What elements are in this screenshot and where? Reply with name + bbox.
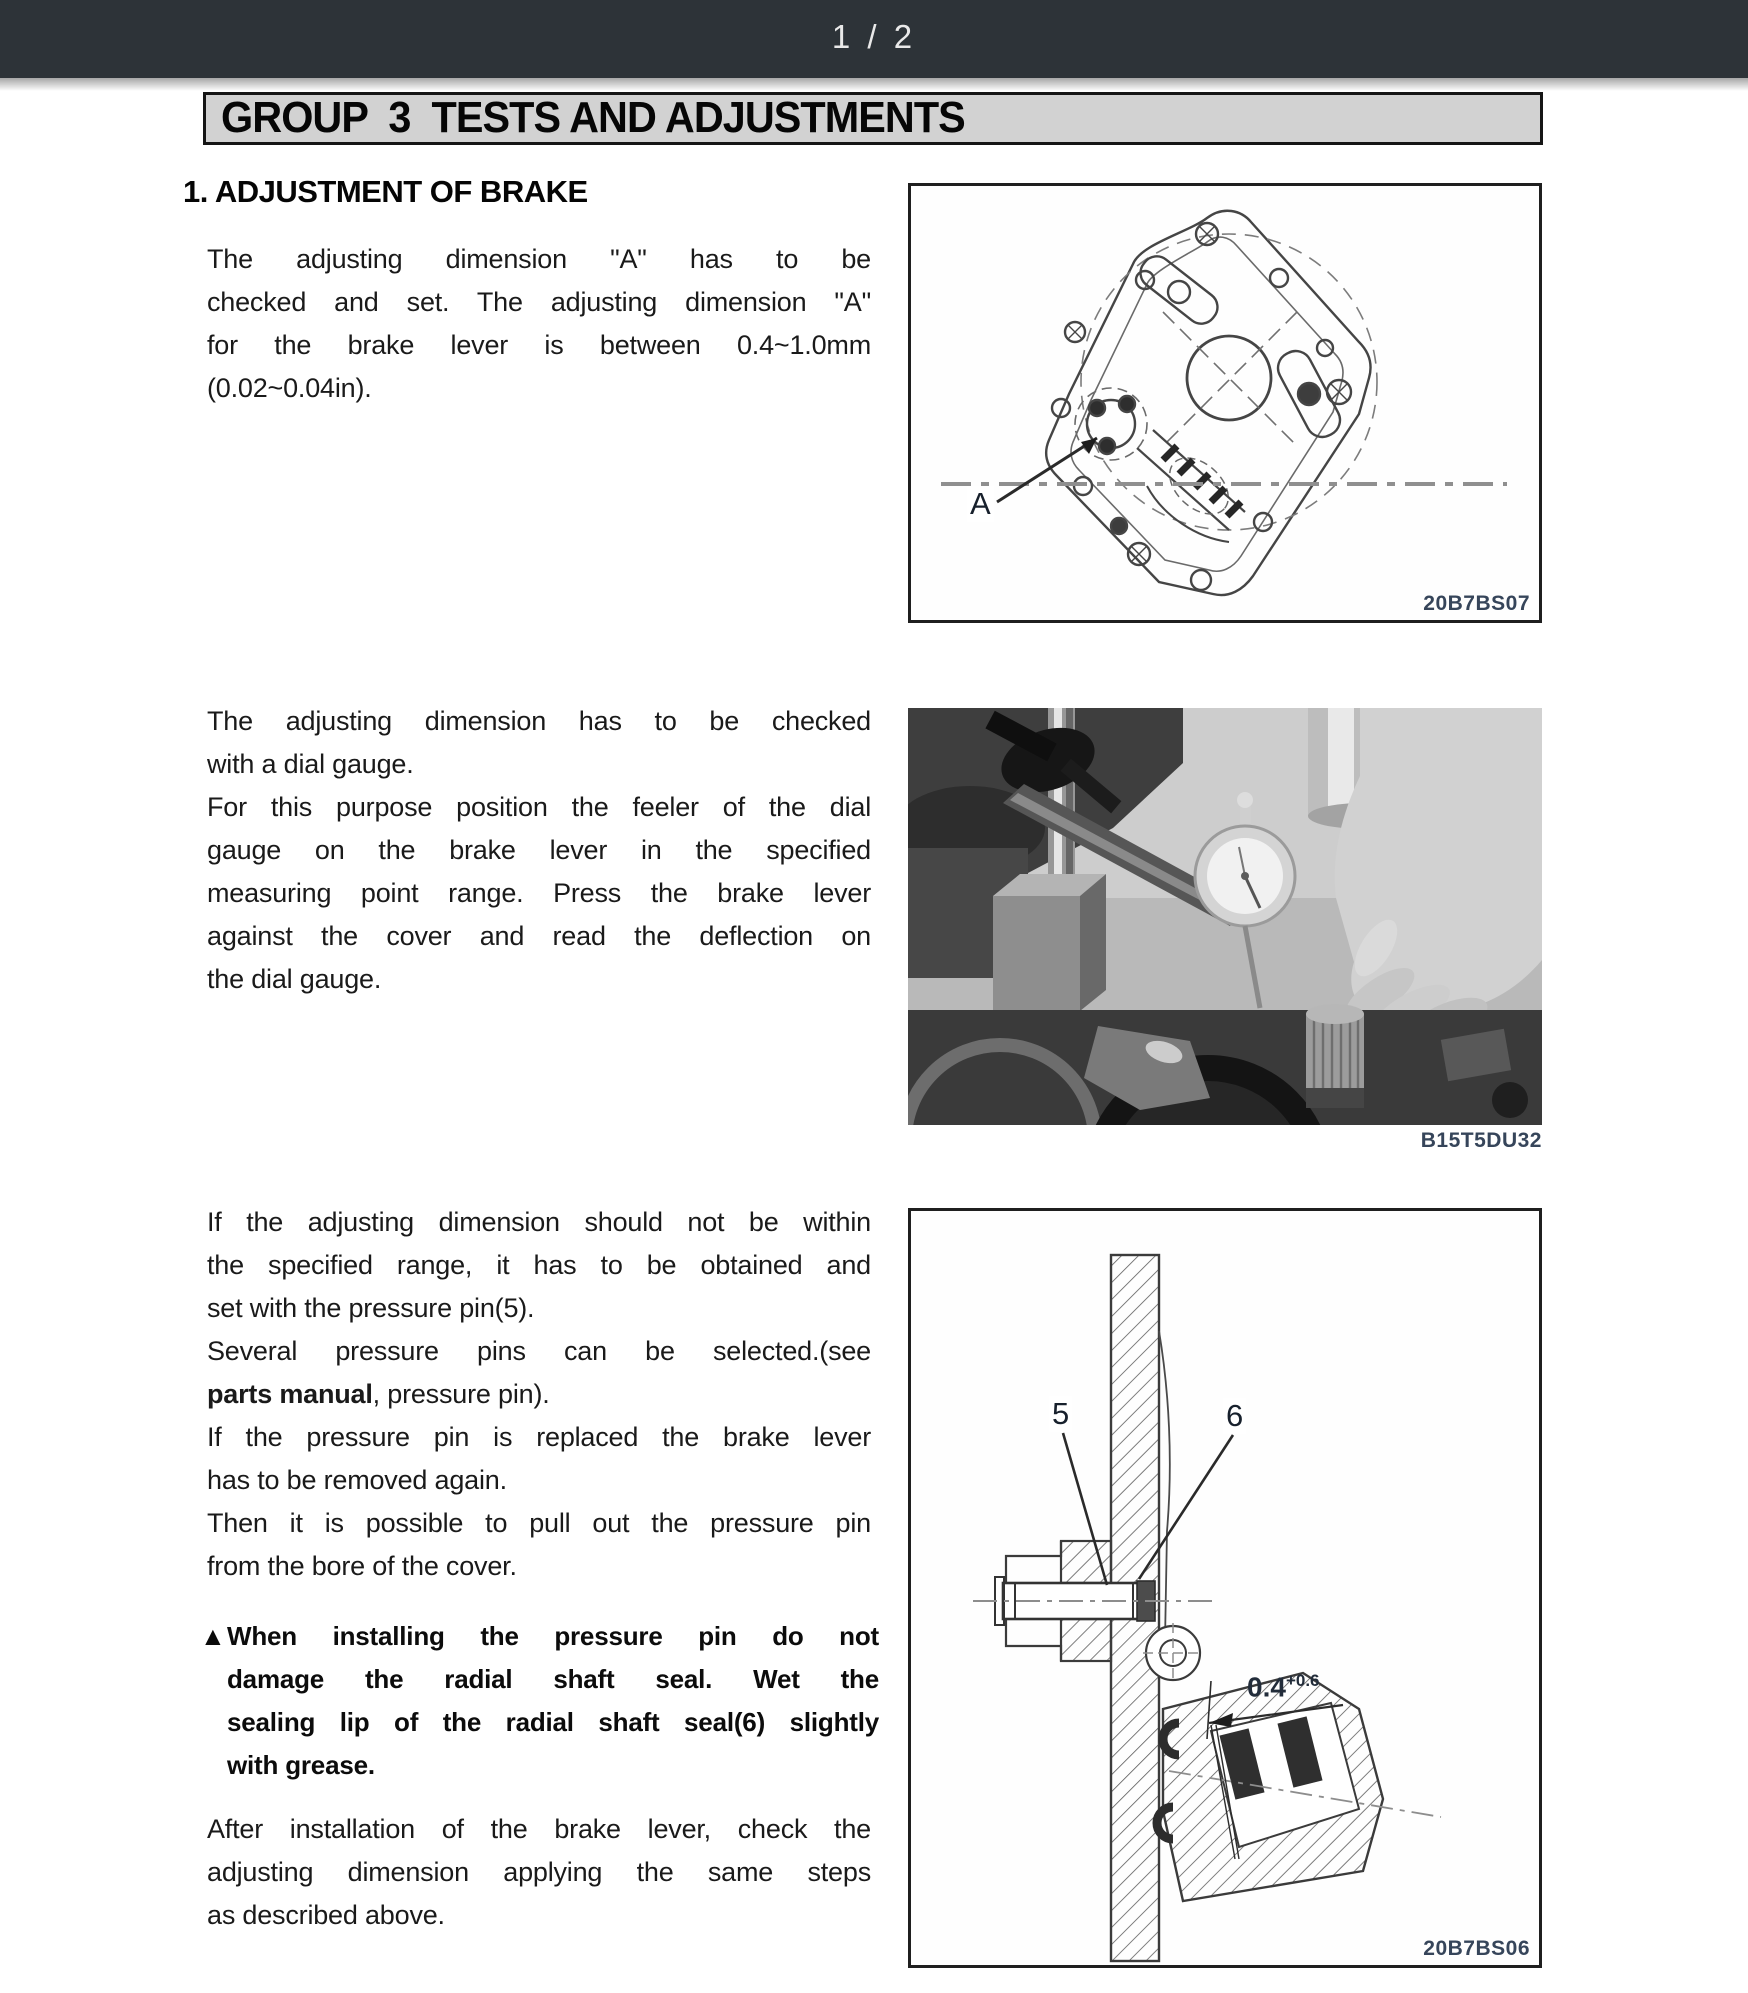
paragraph-line: against the cover and read the deflection on — [207, 921, 871, 951]
dimension-annotation — [1247, 1671, 1320, 1703]
dimension-tolerance: +0.6 — [1285, 1671, 1320, 1690]
paragraph-dial-gauge — [207, 700, 871, 1001]
group-header-title: GROUP 3 TESTS AND ADJUSTMENTS — [221, 93, 965, 142]
paragraph-line: set with the pressure pin(5). — [207, 1293, 535, 1323]
paragraph-line: for the brake lever is between 0.4~1.0mm — [207, 330, 871, 360]
callout-label-a: A — [967, 486, 994, 522]
paragraph-line: has to be removed again. — [207, 1465, 507, 1495]
figure-caption: 20B7BS06 — [1423, 1937, 1530, 1960]
warning-line: damage the radial shaft seal. Wet the — [227, 1664, 879, 1694]
paragraph-line: (0.02~0.04in). — [207, 373, 372, 403]
figure-pressure-pin-section — [908, 1208, 1542, 1968]
figure-caption: B15T5DU32 — [1420, 1129, 1542, 1152]
paragraph-line: Several pressure pins can be selected.(see — [207, 1336, 871, 1366]
paragraph-line: If the pressure pin is replaced the brake lever — [207, 1422, 871, 1452]
paragraph-line: as described above. — [207, 1900, 445, 1930]
paragraph-line: If the adjusting dimension should not be within — [207, 1207, 871, 1237]
paragraph-line: the dial gauge. — [207, 964, 382, 994]
paragraph-line: The adjusting dimension "A" has to be — [207, 244, 871, 274]
warning-triangle-icon: ▲ — [200, 1621, 226, 1651]
pressure-pin-section-diagram — [911, 1211, 1539, 1965]
paragraph-line: adjusting dimension applying the same steps — [207, 1857, 871, 1887]
paragraph-line: from the bore of the cover. — [207, 1551, 517, 1581]
inline-text: , pressure pin). — [372, 1379, 550, 1409]
toolbar-shadow — [0, 78, 1748, 91]
paragraph-after-installation — [207, 1808, 871, 1937]
paragraph-pressure-pin — [207, 1201, 871, 1588]
paragraph-line: measuring point range. Press the brake lever — [207, 878, 871, 908]
callout-label-6: 6 — [1223, 1398, 1246, 1434]
paragraph-adjusting-dimension — [207, 238, 871, 410]
warning-line: When installing the pressure pin do not — [227, 1621, 879, 1651]
paragraph-line: Then it is possible to pull out the pressure pin — [207, 1508, 871, 1538]
warning-note — [200, 1615, 879, 1787]
warning-text — [227, 1615, 879, 1787]
warning-line: sealing lip of the radial shaft seal(6) slightly — [227, 1707, 879, 1737]
paragraph-line: For this purpose position the feeler of the dial — [207, 792, 871, 822]
paragraph-line: the specified range, it has to be obtained and — [207, 1250, 871, 1280]
page-indicator: 1 / 2 — [831, 18, 917, 55]
figure-dial-gauge-photo — [908, 708, 1542, 1125]
brake-cover-diagram — [911, 186, 1539, 620]
paragraph-line: gauge on the brake lever in the specified — [207, 835, 871, 865]
paragraph-line — [207, 1373, 871, 1416]
group-header-bar — [203, 92, 1543, 145]
figure-brake-cover-drawing — [908, 183, 1542, 623]
dial-gauge-photo — [908, 708, 1542, 1125]
paragraph-line: checked and set. The adjusting dimension "A" — [207, 287, 871, 317]
viewer-toolbar — [0, 0, 1748, 78]
section-title: 1. ADJUSTMENT OF BRAKE — [183, 174, 588, 209]
paragraph-line: After installation of the brake lever, check the — [207, 1814, 871, 1844]
dimension-value: 0.4 — [1247, 1671, 1286, 1703]
callout-label-5: 5 — [1049, 1396, 1072, 1432]
paragraph-line: with a dial gauge. — [207, 749, 414, 779]
figure-caption: 20B7BS07 — [1423, 592, 1530, 615]
bold-inline-text: parts manual — [207, 1379, 373, 1409]
warning-line: with grease. — [227, 1750, 375, 1780]
paragraph-line: The adjusting dimension has to be checked — [207, 706, 871, 736]
